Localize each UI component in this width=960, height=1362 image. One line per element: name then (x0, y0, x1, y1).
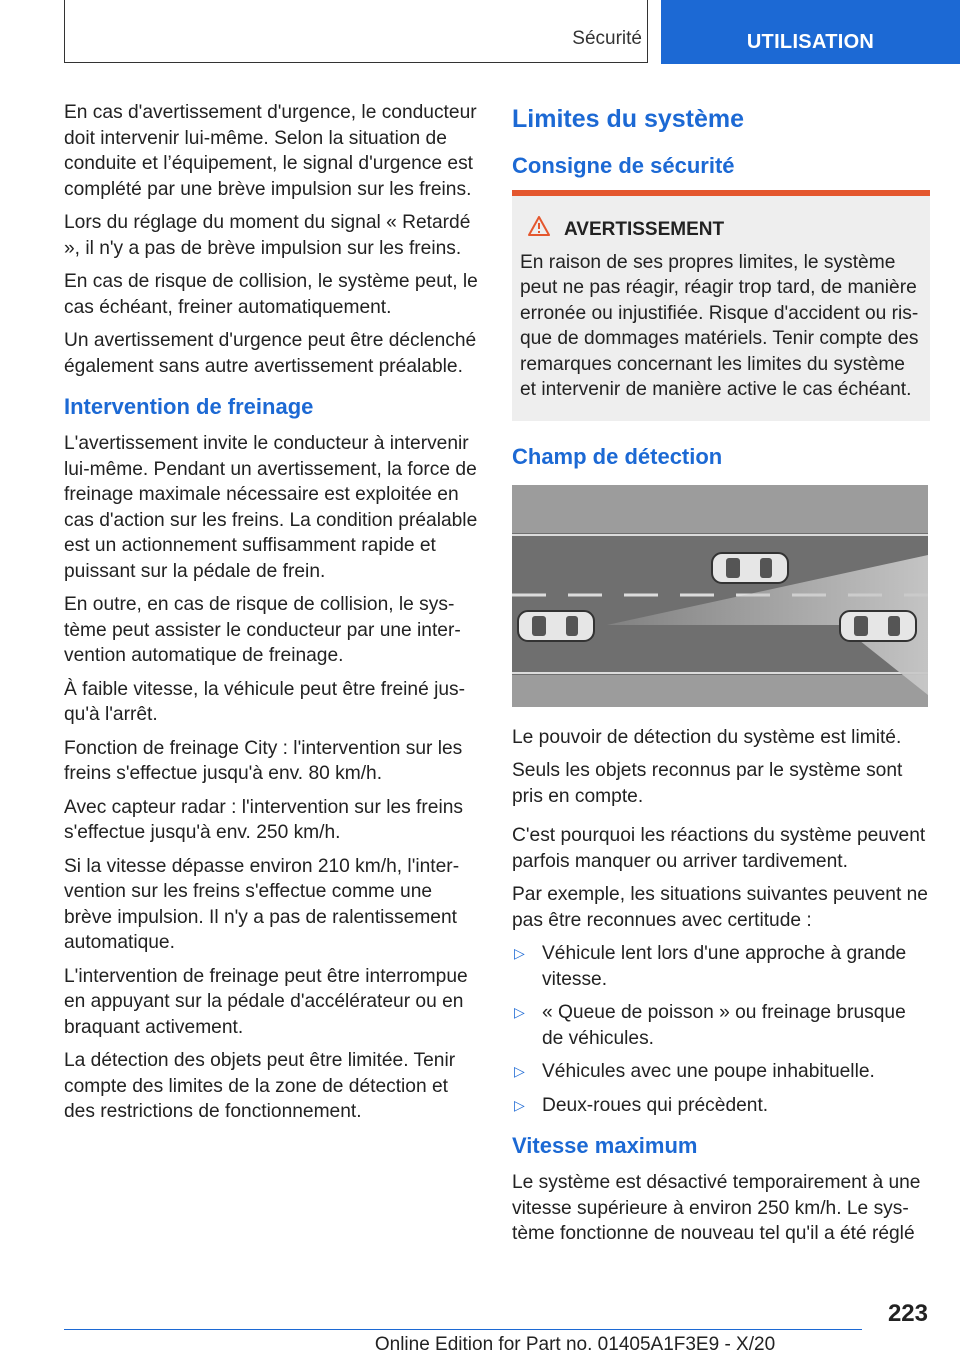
paragraph: En outre, en cas de risque de collision, le système peut assister le conducteur par une intervention automatique de freinage. (64, 594, 461, 666)
limitations-list (512, 941, 930, 1118)
right-column (512, 100, 930, 1255)
footer-edition: Online Edition for Part no. 01405A1F3E9 - X/20 (374, 1334, 776, 1355)
detection-field-illustration (512, 485, 928, 707)
triangle-bullet-icon: ▷ (514, 1063, 525, 1079)
paragraph: L'avertissement invite le conducteur à intervenir lui-même. Pendant un avertissement, la force de freinage maximale nécessaire est exploitée en cas d'action sur les freins. La condition préalable est un actionnement suffisamment rapide et puissant sur la pédale de frein. (64, 433, 478, 582)
warning-title: AVERTISSEMENT (564, 219, 725, 240)
list-item: ▷ Deux-roues qui précèdent. (512, 1093, 930, 1119)
paragraph: En cas d'avertissement d'urgence, le conducteur doit intervenir lui-même. Selon la situation de conduite et l’équipement, le signal d'urgence est complété par une brève impulsion sur les freins. (64, 102, 477, 200)
heading-champ-de-detection: Champ de détection (512, 443, 723, 469)
paragraph: La détection des objets peut être limitée. Tenir compte des limites de la zone de détection et des restrictions de fonctionnement. (64, 1050, 456, 1122)
paragraph: Par exemple, les situations suivantes peuvent ne pas être reconnues avec certitude : (512, 884, 928, 931)
paragraph: En cas de risque de collision, le système peut, le cas échéant, freiner automatiquement. (64, 271, 478, 318)
paragraph: Lors du réglage du moment du signal « Retardé », il n'y a pas de brève impulsion sur les freins. (64, 212, 471, 259)
left-column (64, 100, 482, 1133)
paragraph: Un avertissement d'urgence peut être déclenché également sans autre avertissement préalable. (64, 330, 477, 377)
paragraph: C'est pourquoi les réactions du système peuvent parfois manquer ou arriver tardivement. (512, 825, 926, 872)
heading-vitesse-maximum: Vitesse maximum (512, 1133, 698, 1158)
paragraph: Le système est désactivé temporairement à une vitesse supérieure à environ 250 km/h. Le système fonctionne de nouveau tel qu'il a été réglé (512, 1172, 921, 1244)
paragraph: Si la vitesse dépasse environ 210 km/h, l'intervention sur les freins s'effectue comme une brève impulsion. Il n'y a pas de ralentissement automatique. (64, 855, 460, 953)
warning-box (512, 190, 930, 421)
heading-intervention-de-freinage: Intervention de freinage (64, 394, 314, 419)
warning-triangle-icon (528, 216, 550, 244)
page-number: 223 (887, 1300, 928, 1327)
paragraph: Seuls les objets reconnus par le système sont pris en compte. (512, 760, 903, 807)
car-top-icon (712, 553, 788, 583)
paragraph: Le pouvoir de détection du système est limité. (512, 726, 902, 748)
heading-limites-du-systeme: Limites du système (512, 105, 745, 133)
paragraph: Fonction de freinage City : l'intervention sur les freins s'effectue jusqu'à env. 80 km/h. (64, 737, 463, 784)
footer-divider (64, 1329, 862, 1330)
paragraph: L'intervention de freinage peut être interrompue en appuyant sur la pédale d'accélérateur ou en braquant activement. (64, 965, 468, 1038)
header-section-title: Sécurité (572, 28, 642, 49)
triangle-bullet-icon: ▷ (514, 945, 525, 961)
header-chapter-tab[interactable]: UTILISATION (661, 0, 960, 64)
paragraph: Avec capteur radar : l'intervention sur les freins s'effectue jusqu'à env. 250 km/h. (64, 796, 463, 843)
header-frame (64, 0, 648, 63)
triangle-bullet-icon: ▷ (514, 1004, 525, 1020)
car-left-icon (518, 611, 594, 641)
list-item: ▷ Véhicules avec une poupe inhabituelle. (512, 1059, 930, 1085)
list-item: ▷ « Queue de poisson » ou freinage brusque de véhicules. (512, 1000, 930, 1051)
list-item: ▷ Véhicule lent lors d'une approche à grande vitesse. (512, 941, 930, 992)
heading-consigne-de-securite: Consigne de sécurité (512, 153, 735, 178)
warning-header (520, 216, 922, 244)
triangle-bullet-icon: ▷ (514, 1096, 525, 1113)
car-ego-icon (840, 611, 916, 641)
paragraph: À faible vitesse, la véhicule peut être freiné jusqu'à l'arrêt. (64, 678, 466, 725)
warning-text: En raison de ses propres limites, le système peut ne pas réagir, réagir trop tard, de manière erronée ou injustifiée. Risque d'accident ou risque de dommages matériels. Tenir compte des remarques concernant les limites du système et intervenir de manière active le cas échéant. (520, 251, 919, 400)
